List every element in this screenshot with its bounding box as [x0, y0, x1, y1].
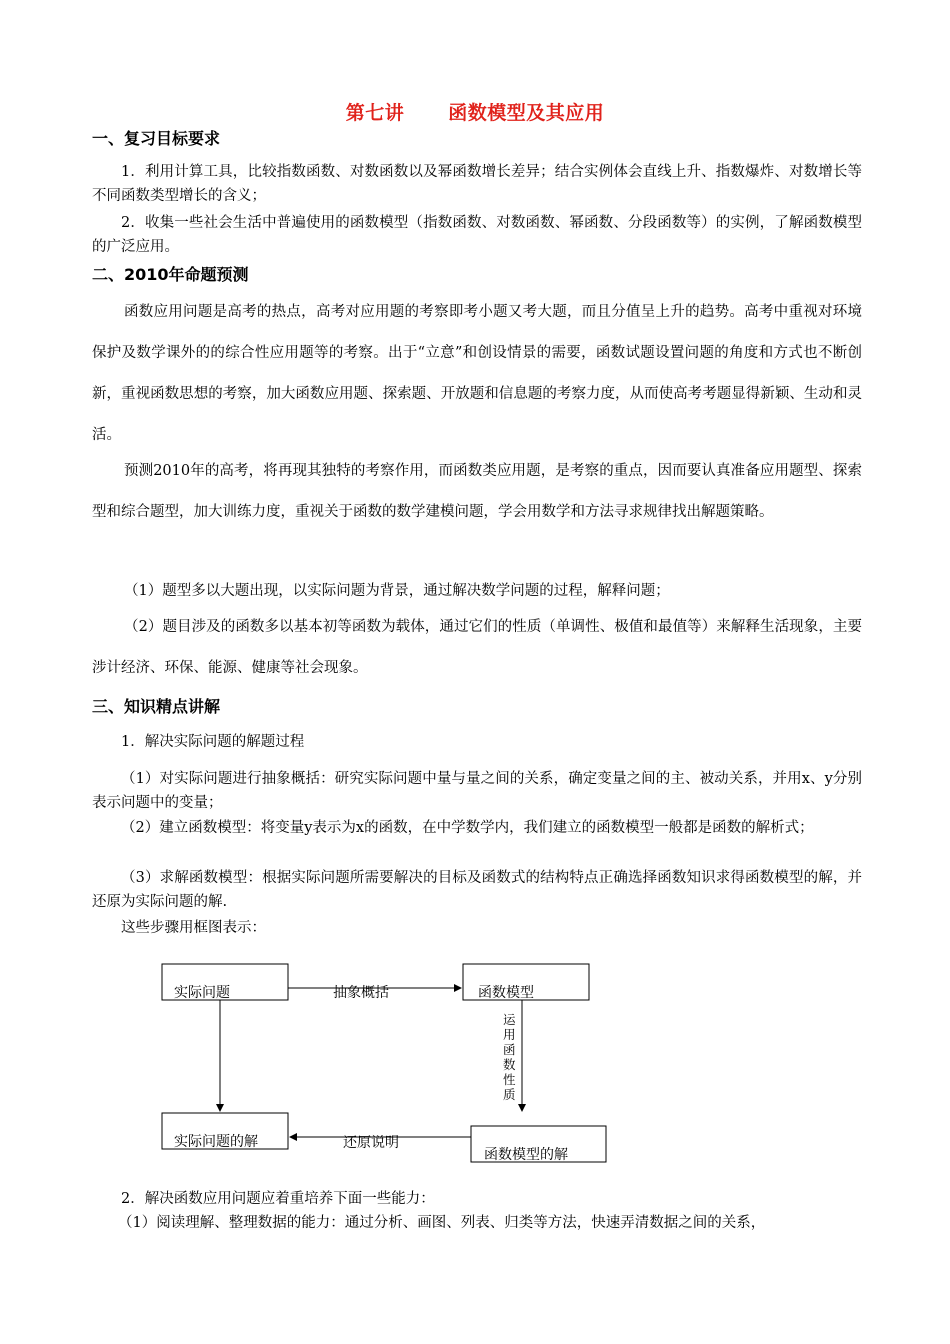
section-3-step-1: （1）对实际问题进行抽象概括：研究实际问题中量与量之间的关系，确定变量之间的主、被动关系，并用x、y分别表示问题中的变量；: [92, 771, 862, 811]
label-properties-char: 质: [503, 1087, 516, 1102]
box-model-solution-label: 函数模型的解: [484, 1147, 568, 1163]
box-model-label: 函数模型: [478, 985, 534, 1001]
label-abstract: 抽象概括: [333, 985, 389, 1001]
label-properties-char: 数: [503, 1057, 516, 1072]
section-2-item-1: （1）题型多以大题出现，以实际问题为背景，通过解决数学问题的过程，解释问题；: [124, 583, 670, 599]
section-3-ability-heading: 2．解决函数应用问题应着重培养下面一些能力：: [121, 1191, 435, 1207]
section-3-step-2: （2）建立函数模型：将变量y表示为x的函数，在中学数学内，我们建立的函数模型一般都是函数的解析式；: [121, 820, 814, 836]
section-1-item-1: 1．利用计算工具，比较指数函数、对数函数以及幂函数增长差异；结合实例体会直线上升、指数爆炸、对数增长等不同函数类型增长的含义；: [92, 164, 862, 204]
title-topic: 函数模型及其应用: [448, 102, 605, 124]
title-lecture: 第七讲: [345, 102, 405, 124]
section-2-para-2: 预测2010年的高考，将再现其独特的考察作用，而函数类应用题，是考察的重点，因而要认真准备应用题型、探索型和综合题型，加大训练力度，重视关于函数的数学建模问题，学会用数学和方法寻求规律找出解题策略。: [92, 463, 862, 520]
section-2-para-1: 函数应用问题是高考的热点，高考对应用题的考察即考小题又考大题，而且分值呈上升的趋势。高考中重视对环境保护及数学课外的的综合性应用题等的考察。出于“立意”和创设情景的需要，函数试题设置问题的角度和方式也不断创新，重视函数思想的考察，加大函数应用题、探索题、开放题和信息题的考察力度，从而使高考考题显得新颖、生动和灵活。: [92, 304, 862, 443]
label-properties-char: 用: [503, 1027, 516, 1042]
box-solution-label: 实际问题的解: [174, 1134, 258, 1150]
label-restore: 还原说明: [343, 1135, 399, 1151]
section-1-heading: 一、复习目标要求: [92, 129, 221, 148]
section-3-heading: 三、知识精点讲解: [92, 697, 221, 716]
section-1-item-2: 2．收集一些社会生活中普遍使用的函数模型（指数函数、对数函数、幂函数、分段函数等）的实例，了解函数模型的广泛应用。: [92, 215, 862, 255]
label-properties-char: 函: [503, 1042, 516, 1057]
section-3-step-3: （3）求解函数模型：根据实际问题所需要解决的目标及函数式的结构特点正确选择函数知识求得函数模型的解，并还原为实际问题的解.: [92, 870, 862, 910]
section-3-diagram-intro: 这些步骤用框图表示：: [121, 920, 266, 936]
section-3-subheading: 1．解决实际问题的解题过程: [121, 734, 305, 750]
section-2-heading: 二、2010年命题预测: [92, 265, 249, 284]
label-properties-char: 运: [503, 1012, 516, 1027]
section-3-ability-1: （1）阅读理解、整理数据的能力：通过分析、画图、列表、归类等方法，快速弄清数据之间的关系，: [118, 1215, 766, 1231]
label-properties: [503, 1012, 516, 1102]
box-problem-label: 实际问题: [174, 985, 230, 1001]
section-2-item-2: （2）题目涉及的函数多以基本初等函数为载体，通过它们的性质（单调性、极值和最值等）来解释生活现象，主要涉计经济、环保、能源、健康等社会现象。: [92, 619, 862, 676]
label-properties-char: 性: [503, 1072, 516, 1087]
